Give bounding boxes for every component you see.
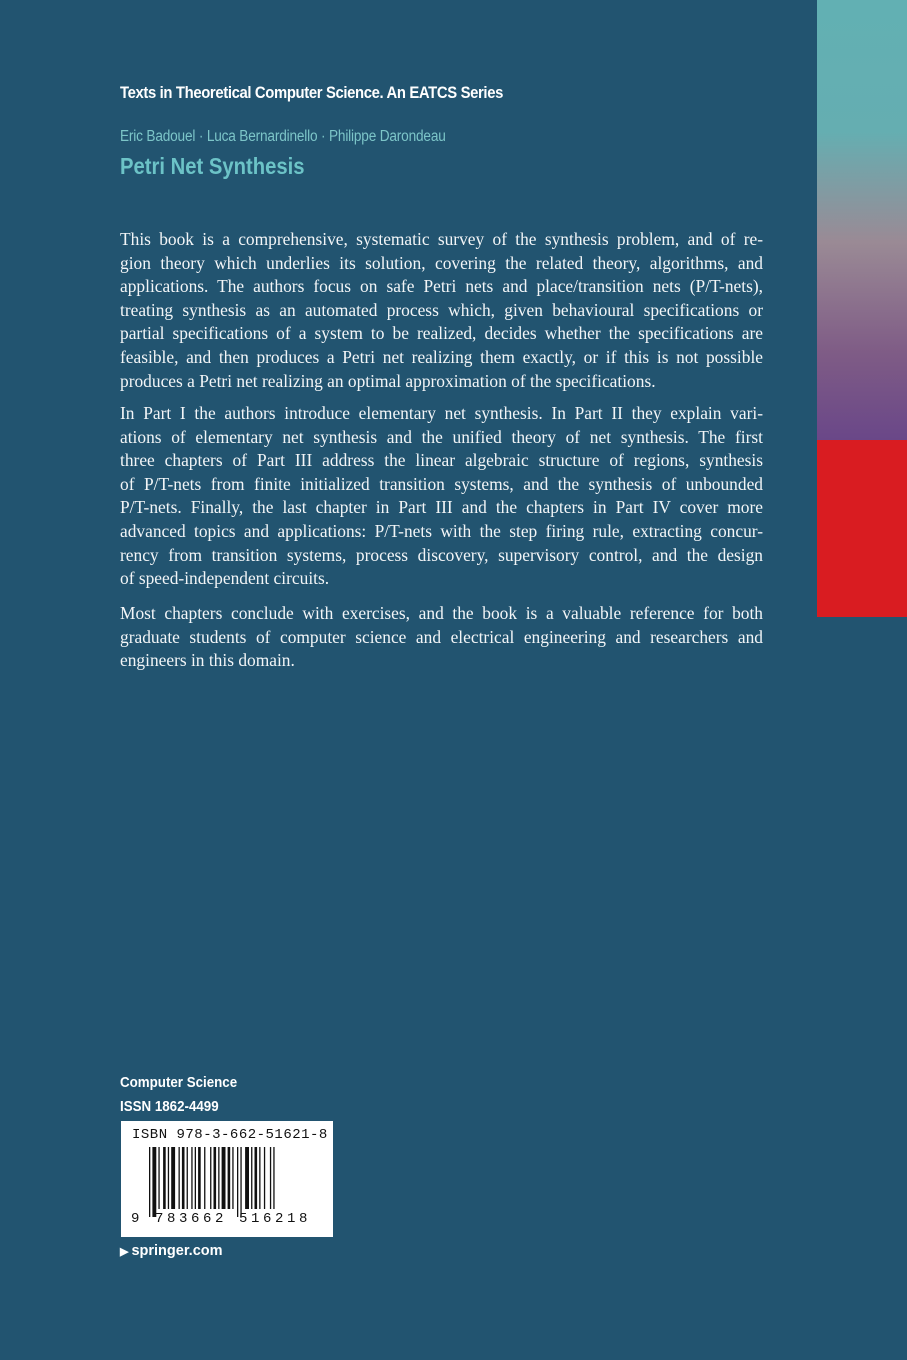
blurb-line: three chapters of Part III address the linear algebraic structure of regions, synthesis (120, 450, 763, 471)
barcode-bar (245, 1147, 249, 1209)
barcode-bar (163, 1147, 166, 1209)
barcode-bar (187, 1147, 188, 1209)
barcode-bar (214, 1147, 217, 1209)
color-strip (817, 0, 907, 617)
barcode-bar (158, 1147, 159, 1209)
barcode-bar (240, 1147, 241, 1217)
barcode-bar (191, 1147, 192, 1209)
arrow-icon: ▶ (120, 1246, 129, 1258)
barcode-bar (259, 1147, 260, 1209)
blurb-line: engineers in this domain. (120, 650, 295, 671)
series-name: Texts in Theoretical Computer Science. An EATCS Series (120, 84, 504, 102)
barcode-bars (149, 1147, 325, 1217)
barcode-bar (264, 1147, 265, 1209)
barcode-bar (149, 1147, 150, 1217)
blurb-line: feasible, and then produces a Petri net realizing them exactly, or if this is not possible (120, 346, 763, 367)
blurb-paragraph-1 (120, 228, 763, 393)
barcode-bar (179, 1147, 180, 1209)
barcode-bar (218, 1147, 219, 1209)
barcode-bar (152, 1147, 156, 1217)
barcode-bar (195, 1147, 196, 1209)
blurb-line: This book is a comprehensive, systematic survey of the synthesis problem, and of re- (120, 229, 763, 249)
issn: ISSN 1862-4499 (120, 1099, 219, 1115)
barcode-bar (204, 1147, 205, 1209)
blurb-line: partial specifications of a system to be realized, decides whether the specifications are (120, 323, 763, 344)
category-block (120, 1071, 237, 1119)
blurb-line: advanced topics and applications: P/T-nets with the step firing rule, extracting concur- (120, 520, 763, 541)
authors: Eric Badouel · Luca Bernardinello · Philippe Darondeau (120, 128, 446, 145)
blurb-line: In Part I the authors introduce elementary net synthesis. In Part II they explain vari- (120, 403, 763, 423)
blurb-line: of speed-independent circuits. (120, 568, 330, 589)
category: Computer Science (120, 1075, 238, 1091)
blurb-line: rency from transition systems, process discovery, supervisory control, and the design (120, 544, 763, 565)
barcode-bar (222, 1147, 226, 1209)
barcode-bar (255, 1147, 258, 1209)
website: springer.com (131, 1243, 223, 1259)
red-band (817, 440, 907, 617)
barcode-bar (198, 1147, 201, 1209)
barcode (121, 1121, 333, 1237)
barcode-bar (182, 1147, 185, 1209)
blurb-line: P/T-nets. Finally, the last chapter in Part III and the chapters in Part IV cover more (120, 497, 763, 518)
barcode-bar (228, 1147, 231, 1209)
blurb-line: of P/T-nets from finite initialized transition systems, and the synthesis of unbounded (120, 473, 763, 494)
barcode-bar (168, 1147, 169, 1209)
blurb-line: gion theory which underlies its solution, covering the related theory, algorithms, and (120, 252, 763, 273)
blurb-line: applications. The authors focus on safe Petri nets and place/transition nets (P/T-nets), (120, 276, 763, 297)
barcode-bar (273, 1147, 274, 1209)
barcode-bar (270, 1147, 271, 1209)
blurb-line: ations of elementary net synthesis and the unified theory of net synthesis. The first (120, 426, 763, 447)
barcode-bar (210, 1147, 211, 1209)
book-title: Petri Net Synthesis (120, 153, 305, 179)
barcode-bar (251, 1147, 252, 1209)
publisher-link[interactable] (120, 1243, 223, 1259)
blurb-paragraph-3 (120, 602, 763, 673)
blurb-line: graduate students of computer science and electrical engineering and researchers and (120, 626, 763, 647)
isbn-text: ISBN 978-3-662-51621-8 (132, 1127, 328, 1143)
barcode-bar (237, 1147, 238, 1217)
barcode-digits: 9 783662 516218 (131, 1211, 312, 1227)
barcode-bar (171, 1147, 175, 1209)
gradient-band (817, 0, 907, 440)
blurb-line: Most chapters conclude with exercises, and the book is a valuable reference for both (120, 603, 763, 623)
blurb-paragraph-2 (120, 402, 763, 591)
barcode-bar (232, 1147, 233, 1209)
blurb-line: treating synthesis as an automated process which, given behavioural specifications or (120, 299, 763, 320)
blurb-line: produces a Petri net realizing an optimal approximation of the specifications. (120, 370, 656, 391)
